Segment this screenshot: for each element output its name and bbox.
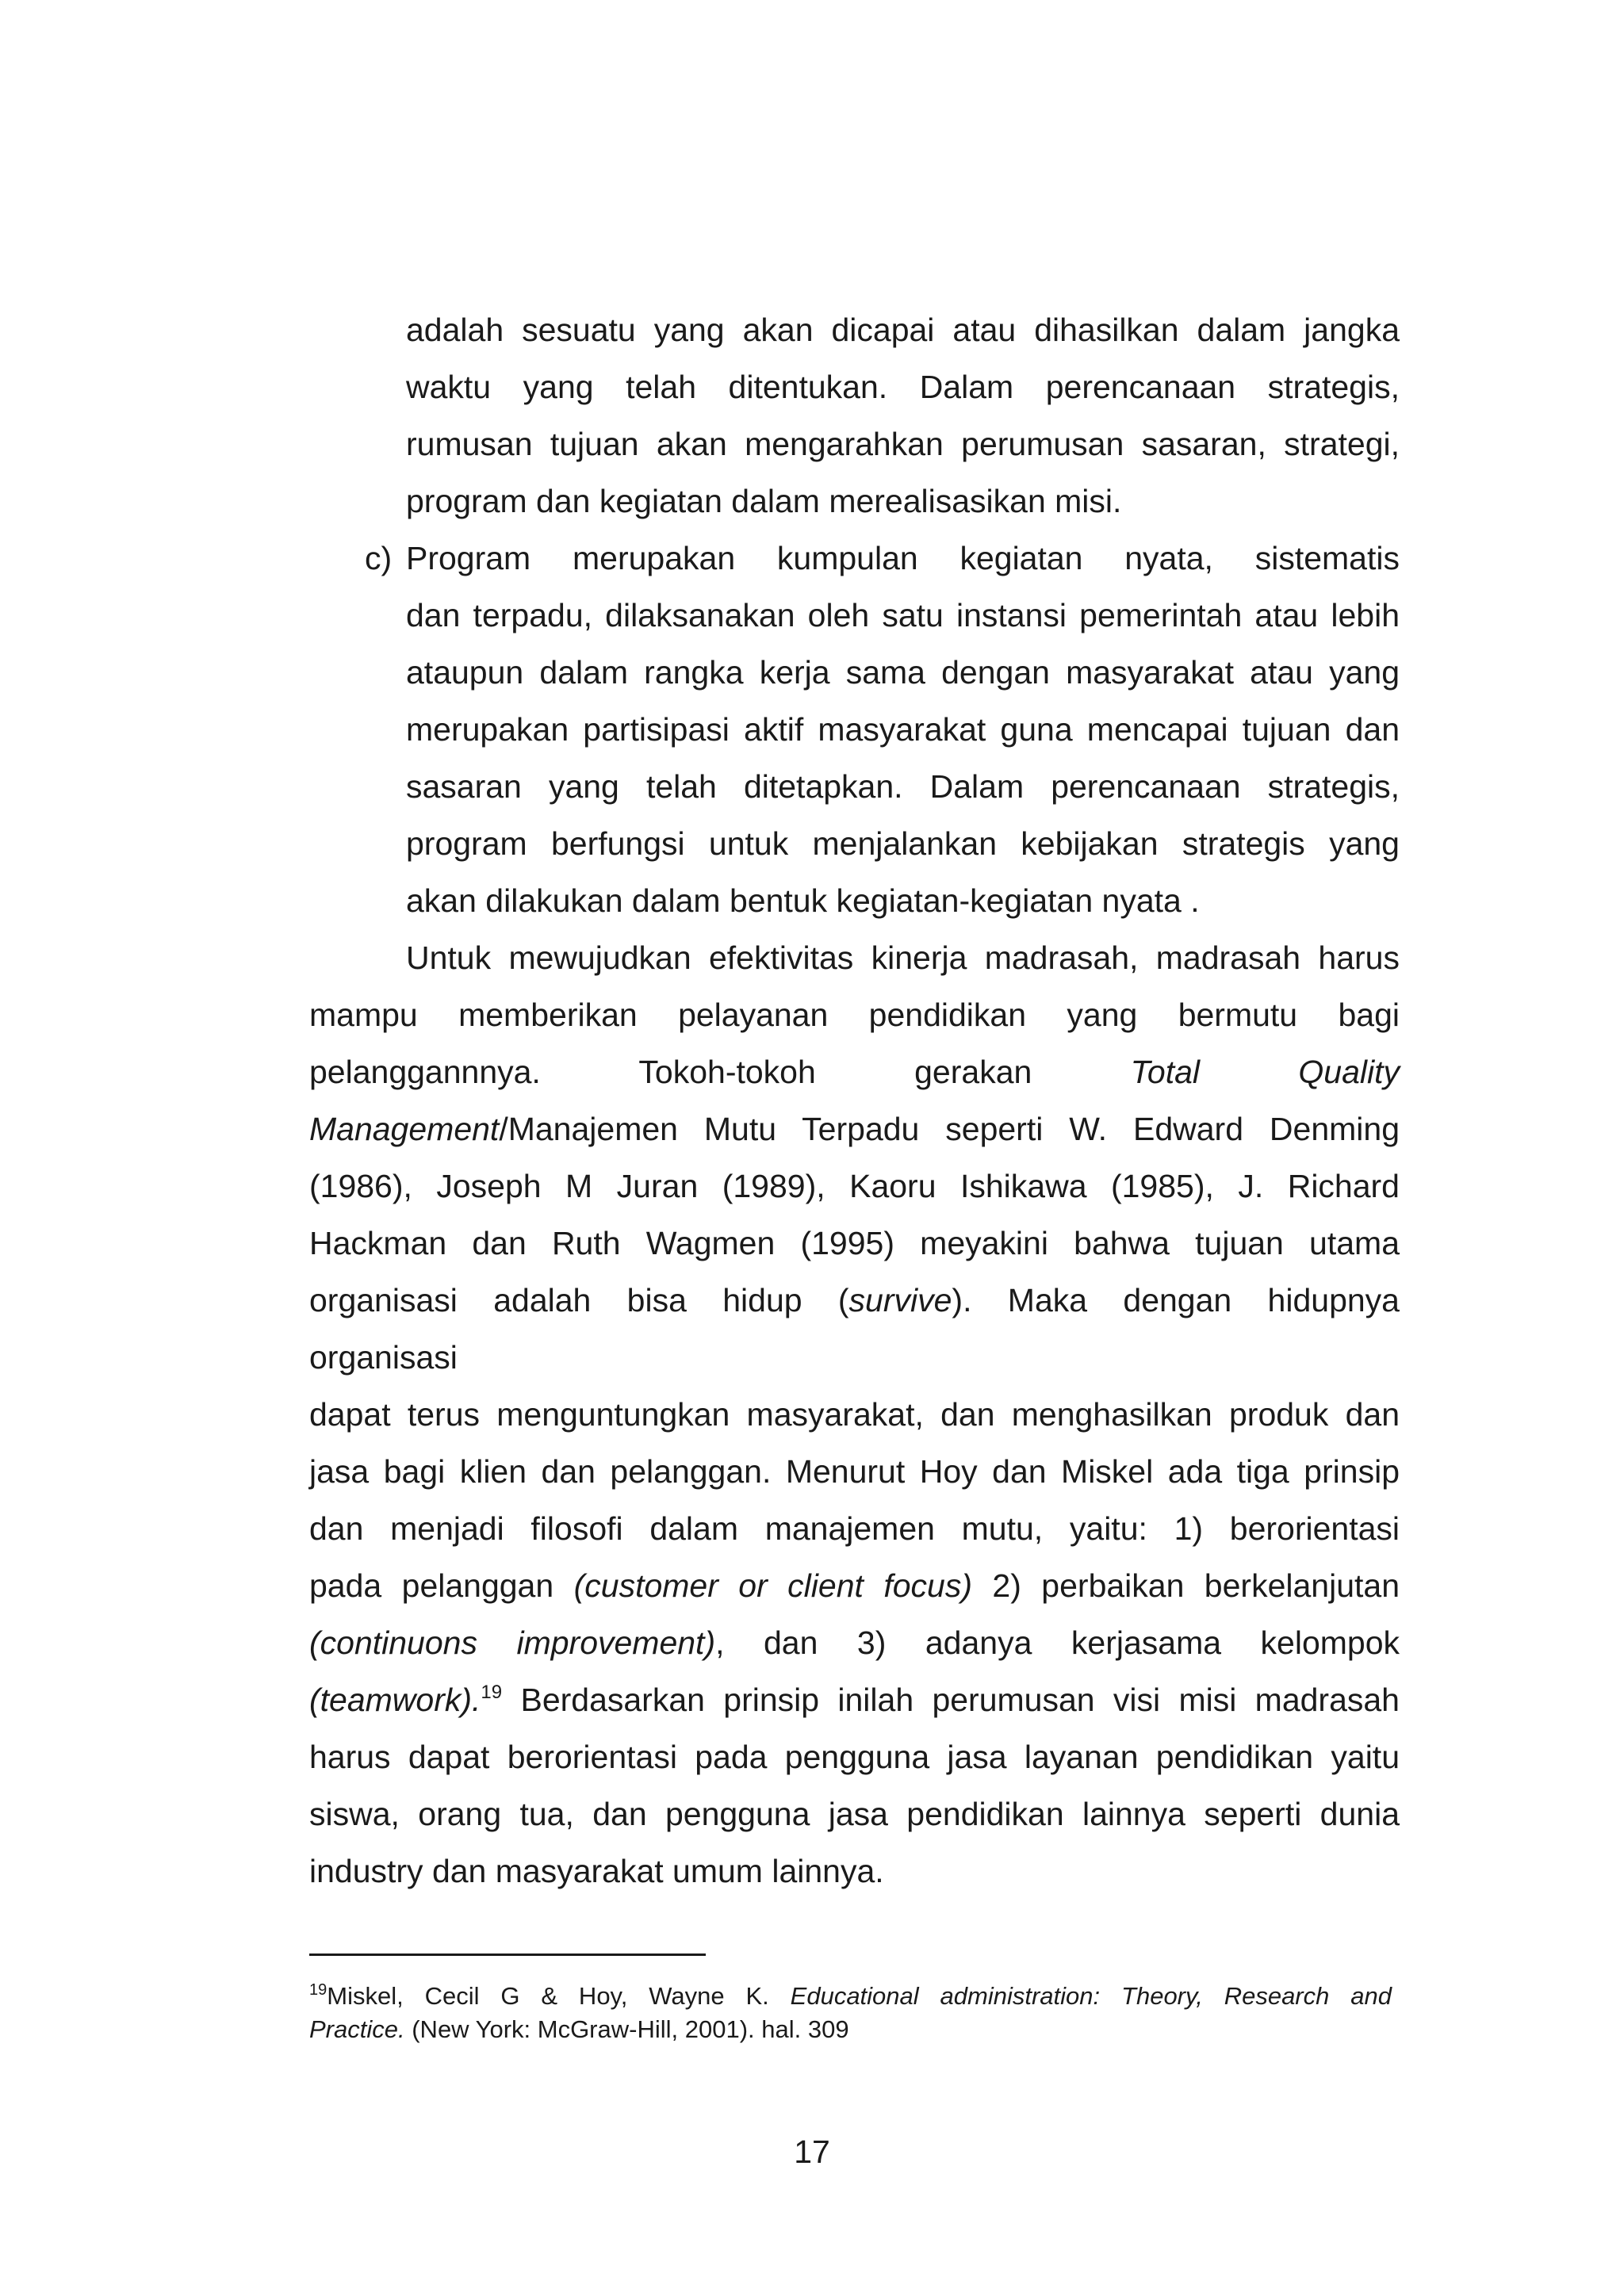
paragraph-text: , dan 3) adanya kerjasama kelompok <box>715 1624 1400 1661</box>
italic-term: (customer or client focus) <box>573 1567 972 1604</box>
footnote-number: 19 <box>309 1981 327 1999</box>
paragraph-line: dan menjadi filosofi dalam manajemen mutu, yaitu: 1) berorientasi <box>309 1510 1400 1547</box>
paragraph-line: harus dapat berorientasi pada pengguna jasa layanan pendidikan yaitu <box>309 1739 1400 1775</box>
footnote-text: (New York: McGraw-Hill, 2001). hal. 309 <box>412 2015 849 2043</box>
italic-term: Management <box>309 1111 500 1147</box>
list-continuation-line: adalah sesuatu yang akan dicapai atau dihasilkan dalam jangka <box>406 312 1400 348</box>
paragraph-line: siswa, orang tua, dan pengguna jasa pendidikan lainnya seperti dunia <box>309 1796 1400 1832</box>
list-continuation-line: rumusan tujuan akan mengarahkan perumusan sasaran, strategi, <box>406 426 1400 462</box>
italic-term: (continuons improvement) <box>309 1624 716 1661</box>
list-continuation-line: waktu yang telah ditentukan. Dalam perencanaan strategis, <box>406 369 1400 405</box>
footnote-separator <box>309 1954 706 1956</box>
paragraph-line <box>309 1280 1400 1321</box>
paragraph-line: Untuk mewujudkan efektivitas kinerja madrasah, madrasah harus <box>406 939 1400 976</box>
paragraph-line: mampu memberikan pelayanan pendidikan yang bermutu bagi <box>309 997 1400 1033</box>
footnote-line <box>309 1980 1392 2012</box>
paragraph-line: (1986), Joseph M Juran (1989), Kaoru Ishikawa (1985), J. Richard <box>309 1168 1400 1204</box>
footnote-line <box>309 2014 1392 2045</box>
paragraph-line <box>309 1108 1400 1150</box>
paragraph-text: /Manajemen Mutu Terpadu seperti W. Edward Denming <box>499 1111 1400 1147</box>
paragraph-line: organisasi <box>309 1339 458 1376</box>
paragraph-line <box>309 1622 1400 1663</box>
paragraph-text: organisasi adalah bisa hidup ( <box>309 1282 849 1318</box>
paragraph-text: 2) perbaikan berkelanjutan <box>992 1567 1400 1604</box>
paragraph-line <box>309 1679 1400 1720</box>
footnote-title: Practice. <box>309 2015 405 2043</box>
list-item-c-line: sasaran yang telah ditetapkan. Dalam perencanaan strategis, <box>406 768 1400 805</box>
list-marker-c: c) <box>365 540 393 576</box>
page-number: 17 <box>794 2133 830 2170</box>
paragraph-text: pada pelanggan <box>309 1567 554 1604</box>
paragraph-line: Hackman dan Ruth Wagmen (1995) meyakini bahwa tujuan utama <box>309 1225 1400 1261</box>
footnote-reference: 19 <box>481 1682 503 1703</box>
paragraph-line: dapat terus menguntungkan masyarakat, dan menghasilkan produk dan <box>309 1396 1400 1433</box>
list-item-c-line: akan dilakukan dalam bentuk kegiatan-kegiatan nyata . <box>406 882 1200 919</box>
list-item-c-line: dan terpadu, dilaksanakan oleh satu instansi pemerintah atau lebih <box>406 597 1400 633</box>
paragraph-line: industry dan masyarakat umum lainnya. <box>309 1853 884 1889</box>
list-continuation-line: program dan kegiatan dalam merealisasikan misi. <box>406 483 1122 519</box>
list-item-c-line: Program merupakan kumpulan kegiatan nyata, sistematis <box>406 540 1400 576</box>
paragraph-text: ). Maka dengan hidupnya <box>952 1282 1400 1318</box>
paragraph-text: Berdasarkan prinsip inilah perumusan visi misi madrasah <box>520 1682 1400 1718</box>
footnote-text: Miskel, Cecil G & Hoy, Wayne K. <box>327 1982 769 2010</box>
paragraph-text: pelanggannnya. Tokoh-tokoh gerakan <box>309 1054 1032 1090</box>
paragraph-line <box>309 1051 1400 1093</box>
paragraph-line: jasa bagi klien dan pelanggan. Menurut Hoy dan Miskel ada tiga prinsip <box>309 1453 1400 1490</box>
italic-term: (teamwork). <box>309 1682 481 1718</box>
paragraph-line <box>309 1565 1400 1606</box>
footnote-title: Educational administration: Theory, Research and <box>790 1982 1392 2010</box>
list-item-c-line: merupakan partisipasi aktif masyarakat guna mencapai tujuan dan <box>406 711 1400 748</box>
list-item-c-line: ataupun dalam rangka kerja sama dengan masyarakat atau yang <box>406 654 1400 691</box>
italic-term: Total Quality <box>1130 1054 1400 1090</box>
list-item-c-line: program berfungsi untuk menjalankan kebijakan strategis yang <box>406 825 1400 862</box>
italic-term: survive <box>848 1282 952 1318</box>
